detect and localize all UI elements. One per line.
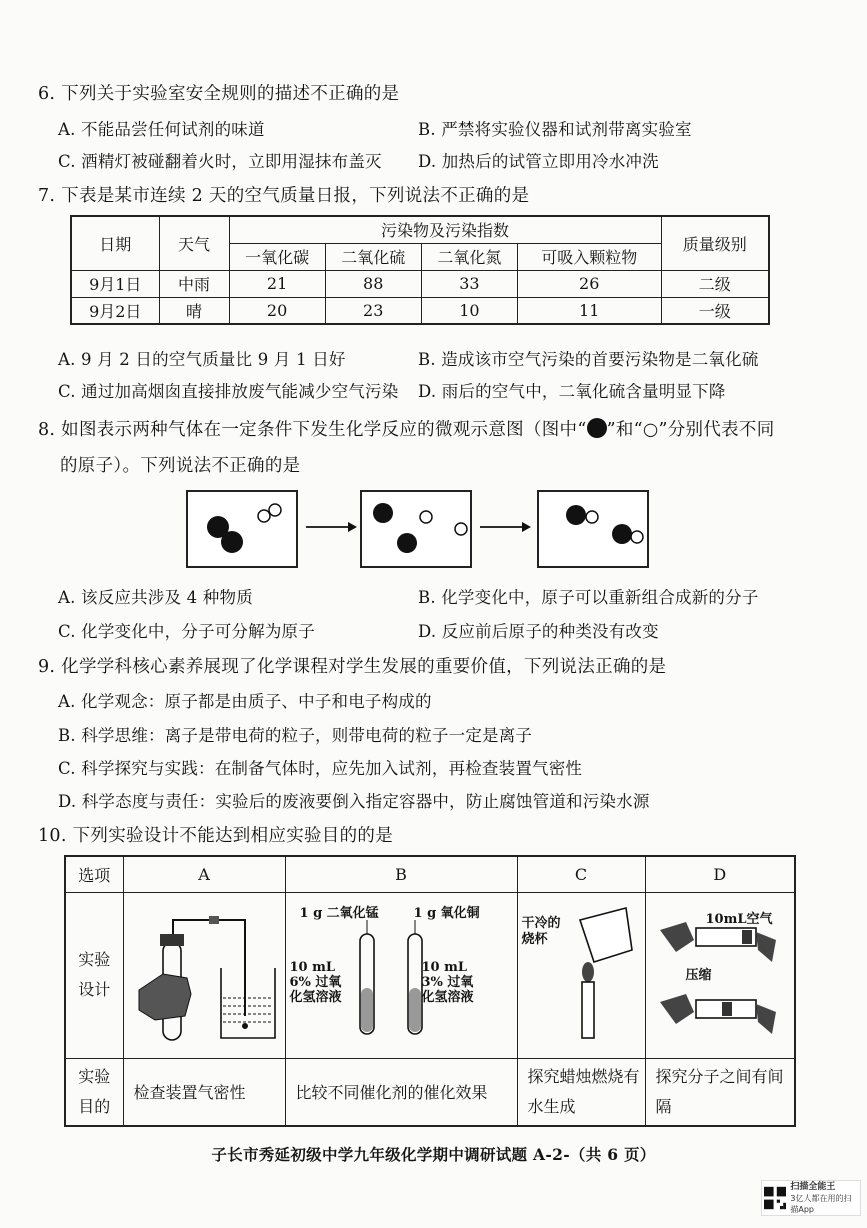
purpose-a: 检查装置气密性 (123, 1058, 285, 1126)
c-beaker-label: 干冷的烧杯 (521, 916, 561, 947)
cell-pm: 11 (517, 297, 661, 324)
cell-weather: 中雨 (159, 270, 229, 297)
q7-option-a: A. 9 月 2 日的空气质量比 9 月 1 日好 (58, 350, 346, 369)
b-left-reagent-label: 1 g 二氧化锰 (299, 906, 379, 921)
b-right-liquid-label: 10 mL 3% 过氧化氢溶液 (421, 960, 474, 1005)
reaction-middle-box (360, 490, 472, 568)
arrow-icon (304, 520, 358, 534)
table-row (71, 270, 769, 297)
q9-option-c: C. 科学探究与实践：在制备气体时，应先加入试剂，再检查装置气密性 (58, 759, 583, 778)
pollutant-header: 可吸入颗粒物 (517, 243, 661, 270)
col-weather-header: 天气 (159, 216, 229, 270)
cell-weather: 晴 (159, 297, 229, 324)
q8-option-d: D. 反应前后原子的种类没有改变 (418, 622, 659, 641)
cell-date: 9月1日 (71, 270, 159, 297)
cell-level: 二级 (661, 270, 769, 297)
arrow-icon (478, 520, 532, 534)
test-tubes-diagram (286, 900, 514, 1050)
q8-option-b: B. 化学变化中，原子可以重新组合成新的分子 (418, 588, 759, 607)
watermark-title: 扫描全能王 (790, 1181, 836, 1192)
q8-option-c: C. 化学变化中，分子可分解为原子 (58, 622, 315, 641)
q7-option-b: B. 造成该市空气污染的首要污染物是二氧化硫 (418, 350, 759, 369)
cell-co: 20 (229, 297, 325, 324)
q6-option-b: B. 严禁将实验仪器和试剂带离实验室 (418, 120, 692, 139)
purpose-b: 比较不同催化剂的催化效果 (285, 1058, 517, 1126)
q6-option-c: C. 酒精灯被碰翻着火时，立即用湿抹布盖灭 (58, 152, 382, 171)
cell-no2: 10 (421, 297, 517, 324)
scanner-watermark (761, 1180, 861, 1216)
q7-option-c: C. 通过加高烟囱直接排放废气能减少空气污染 (58, 382, 399, 401)
black-atom-icon (587, 418, 607, 438)
design-b-cell (285, 892, 517, 1058)
molecule-diagram-after (539, 492, 647, 566)
air-quality-table (70, 215, 770, 325)
b-right-reagent-label: 1 g 氧化铜 (413, 906, 480, 921)
option-header: B (285, 856, 517, 892)
cell-no2: 33 (421, 270, 517, 297)
q10-stem: 10. 下列实验设计不能达到相应实验目的的是 (38, 826, 393, 846)
col-quality-header: 质量级别 (661, 216, 769, 270)
q6-stem: 6. 下列关于实验室安全规则的描述不正确的是 (38, 84, 400, 104)
col-option-header: 选项 (65, 856, 123, 892)
design-c-cell (517, 892, 645, 1058)
q8-stem-line2: 的原子）。下列说法不正确的是 (60, 456, 301, 476)
cell-pm: 26 (517, 270, 661, 297)
b-left-liquid-label: 10 mL 6% 过氧化氢溶液 (289, 960, 342, 1005)
option-header: D (645, 856, 795, 892)
q8-option-a: A. 该反应共涉及 4 种物质 (58, 588, 253, 607)
pollutant-header: 二氧化氮 (421, 243, 517, 270)
watermark-subtitle: 3亿人都在用的扫描App (790, 1193, 852, 1214)
col-date-header: 日期 (71, 216, 159, 270)
molecule-diagram-middle (362, 492, 470, 566)
cell-date: 9月2日 (71, 297, 159, 324)
q7-option-d: D. 雨后的空气中，二氧化硫含量明显下降 (418, 382, 726, 401)
q7-stem: 7. 下表是某市连续 2 天的空气质量日报，下列说法不正确的是 (38, 186, 530, 206)
option-header: C (517, 856, 645, 892)
option-header: A (123, 856, 285, 892)
reaction-before-box (186, 490, 298, 568)
airtightness-apparatus-diagram (125, 898, 283, 1048)
molecule-diagram-before (188, 492, 296, 566)
q8-stem-line1: 8. 如图表示两种气体在一定条件下发生化学反应的微观示意图（图中“ ”和“○”分别代表不同 (38, 420, 775, 440)
syringe-diagram (646, 900, 792, 1050)
cell-so2: 23 (325, 297, 421, 324)
page-footer: 子长市秀延初级中学九年级化学期中调研试题 A-2-（共 6 页） (211, 1145, 656, 1164)
col-pollutants-header: 污染物及污染指数 (229, 216, 661, 243)
design-d-cell (645, 892, 795, 1058)
purpose-c: 探究蜡烛燃烧有水生成 (517, 1058, 645, 1126)
pollutant-header: 一氧化碳 (229, 243, 325, 270)
cell-level: 一级 (661, 297, 769, 324)
row-design-label: 实验设计 (65, 892, 123, 1058)
experiment-table (64, 855, 796, 1127)
qr-code-icon (764, 1184, 786, 1212)
cell-so2: 88 (325, 270, 421, 297)
q9-option-a: A. 化学观念：原子都是由质子、中子和电子构成的 (58, 692, 432, 711)
d-air-label: 10mL空气 (705, 912, 773, 927)
q6-option-d: D. 加热后的试管立即用冷水冲洗 (418, 152, 659, 171)
q9-stem: 9. 化学学科核心素养展现了化学课程对学生发展的重要价值，下列说法正确的是 (38, 657, 667, 677)
q9-option-d: D. 科学态度与责任：实验后的废液要倒入指定容器中，防止腐蚀管道和污染水源 (58, 792, 650, 811)
purpose-d: 探究分子之间有间隔 (645, 1058, 795, 1126)
q9-option-b: B. 科学思维：离子是带电荷的粒子，则带电荷的粒子一定是离子 (58, 726, 533, 745)
reaction-after-box (537, 490, 649, 568)
table-row (71, 297, 769, 324)
design-a-cell (123, 892, 285, 1058)
row-purpose-label: 实验目的 (65, 1058, 123, 1126)
q6-option-a: A. 不能品尝任何试剂的味道 (58, 120, 265, 139)
d-compress-label: 压缩 (685, 968, 712, 983)
cell-co: 21 (229, 270, 325, 297)
candle-beaker-diagram (518, 900, 642, 1050)
pollutant-header: 二氧化硫 (325, 243, 421, 270)
